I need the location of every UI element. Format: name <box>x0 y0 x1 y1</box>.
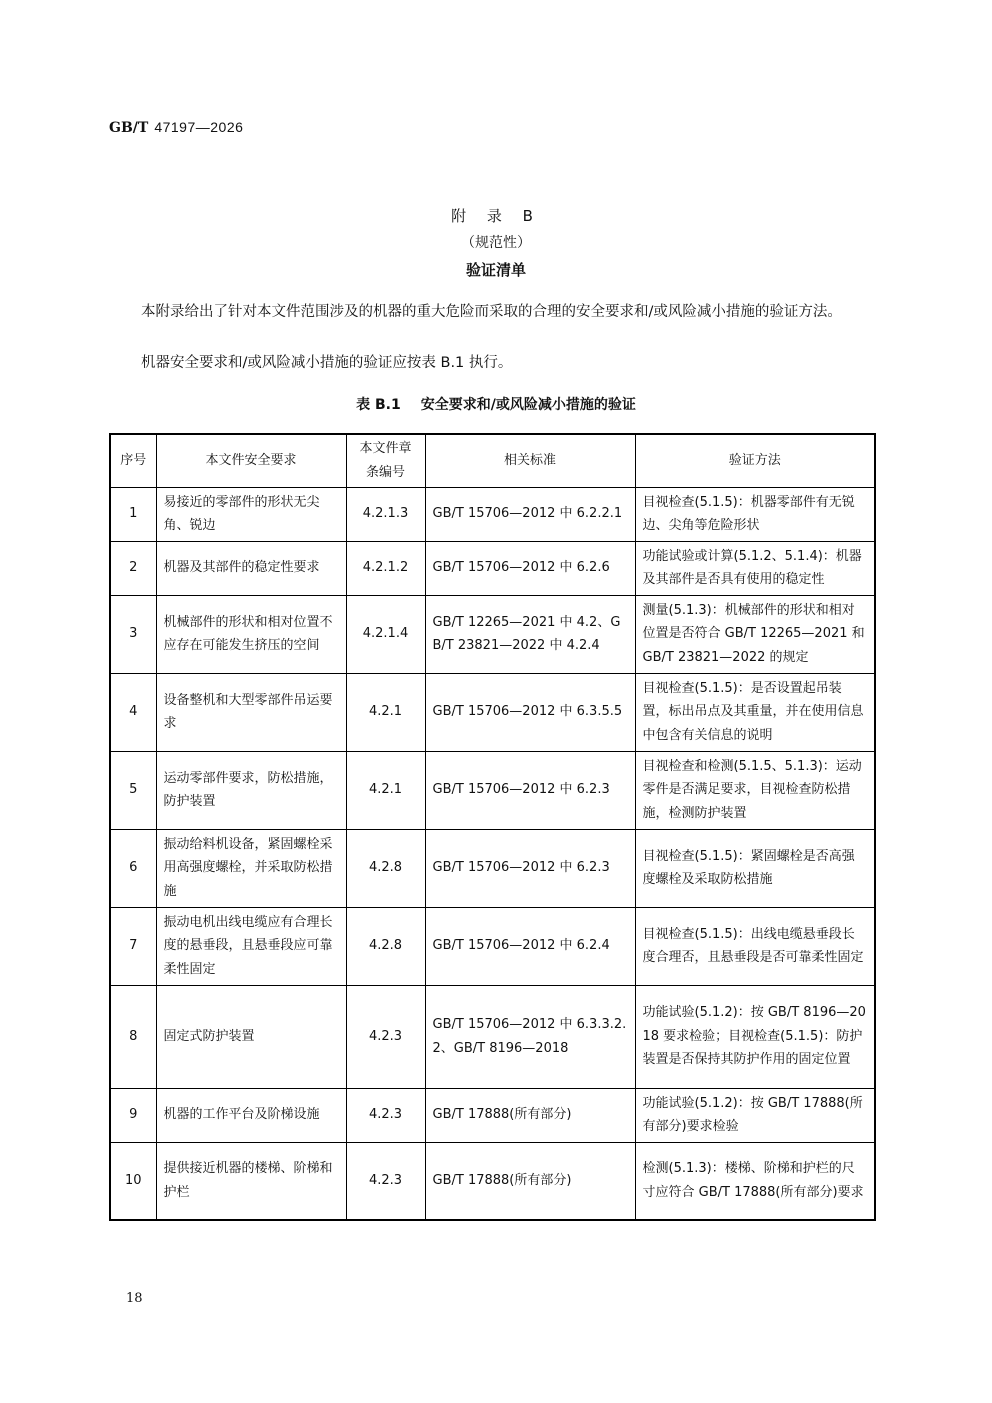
table-row <box>110 673 875 751</box>
cell-no: 10 <box>110 1142 156 1220</box>
instruction-paragraph: 机器安全要求和/或风险减小措施的验证应按表 B.1 执行。 <box>141 355 513 371</box>
cell-requirement: 易接近的零部件的形状无尖角、锐边 <box>156 487 346 541</box>
intro-paragraph: 本附录给出了针对本文件范围涉及的机器的重大危险而采取的合理的安全要求和/或风险减小措施的验证方法。 <box>141 304 842 320</box>
table-row <box>110 1088 875 1142</box>
table-caption-id: 表 B.1 <box>356 397 401 413</box>
cell-section: 4.2.1 <box>346 751 425 829</box>
cell-standard: GB/T 12265—2021 中 4.2、GB/T 23821—2022 中 4.2.4 <box>425 595 635 673</box>
cell-requirement: 振动给料机设备，紧固螺栓采用高强度螺栓，并采取防松措施 <box>156 829 346 907</box>
cell-no: 5 <box>110 751 156 829</box>
cell-no: 1 <box>110 487 156 541</box>
cell-standard: GB/T 17888(所有部分) <box>425 1142 635 1220</box>
cell-requirement: 设备整机和大型零部件吊运要求 <box>156 673 346 751</box>
cell-method: 目视检查和检测(5.1.5、5.1.3)：运动零件是否满足要求，目视检查防松措施，检测防护装置 <box>635 751 875 829</box>
cell-method: 目视检查(5.1.5)：是否设置起吊装置，标出吊点及其重量，并在使用信息中包含有关信息的说明 <box>635 673 875 751</box>
cell-requirement: 运动零部件要求，防松措施，防护装置 <box>156 751 346 829</box>
cell-no: 2 <box>110 541 156 595</box>
cell-standard: GB/T 15706—2012 中 6.2.3 <box>425 829 635 907</box>
table-header-row <box>110 434 875 487</box>
cell-standard: GB/T 15706—2012 中 6.3.5.5 <box>425 673 635 751</box>
cell-no: 6 <box>110 829 156 907</box>
table-row <box>110 595 875 673</box>
cell-standard: GB/T 15706—2012 中 6.2.6 <box>425 541 635 595</box>
cell-requirement: 振动电机出线电缆应有合理长度的悬垂段，且悬垂段应可靠柔性固定 <box>156 907 346 985</box>
appendix-title: 附 录 B <box>451 207 541 225</box>
table-row <box>110 487 875 541</box>
table-row <box>110 829 875 907</box>
cell-standard: GB/T 15706—2012 中 6.2.3 <box>425 751 635 829</box>
cell-method: 目视检查(5.1.5)：紧固螺栓是否高强度螺栓及采取防松措施 <box>635 829 875 907</box>
cell-standard: GB/T 15706—2012 中 6.2.2.1 <box>425 487 635 541</box>
cell-section: 4.2.3 <box>346 1088 425 1142</box>
cell-section: 4.2.1.4 <box>346 595 425 673</box>
table-caption <box>0 394 992 414</box>
cell-method: 目视检查(5.1.5)：机器零部件有无锐边、尖角等危险形状 <box>635 487 875 541</box>
cell-method: 目视检查(5.1.5)：出线电缆悬垂段长度合理否，且悬垂段是否可靠柔性固定 <box>635 907 875 985</box>
cell-section: 4.2.3 <box>346 985 425 1088</box>
header-requirement: 本文件安全要求 <box>156 434 346 487</box>
standard-number: 47197—2026 <box>154 119 244 135</box>
cell-requirement: 提供接近机器的楼梯、阶梯和护栏 <box>156 1142 346 1220</box>
page-number: 18 <box>126 1291 143 1306</box>
cell-method: 功能试验或计算(5.1.2、5.1.4)：机器及其部件是否具有使用的稳定性 <box>635 541 875 595</box>
cell-no: 7 <box>110 907 156 985</box>
cell-requirement: 固定式防护装置 <box>156 985 346 1088</box>
header-standard: 相关标准 <box>425 434 635 487</box>
table-row <box>110 751 875 829</box>
cell-section: 4.2.8 <box>346 829 425 907</box>
cell-section: 4.2.3 <box>346 1142 425 1220</box>
cell-requirement: 机械部件的形状和相对位置不应存在可能发生挤压的空间 <box>156 595 346 673</box>
header-section: 本文件章条编号 <box>346 434 425 487</box>
cell-method: 功能试验(5.1.2)：按 GB/T 17888(所有部分)要求检验 <box>635 1088 875 1142</box>
cell-method: 检测(5.1.3)：楼梯、阶梯和护栏的尺寸应符合 GB/T 17888(所有部分)要求 <box>635 1142 875 1220</box>
cell-standard: GB/T 17888(所有部分) <box>425 1088 635 1142</box>
table-row <box>110 907 875 985</box>
cell-requirement: 机器的工作平台及阶梯设施 <box>156 1088 346 1142</box>
header-no: 序号 <box>110 434 156 487</box>
cell-no: 9 <box>110 1088 156 1142</box>
cell-method: 功能试验(5.1.2)：按 GB/T 8196—2018 要求检验；目视检查(5.1.5)：防护装置是否保持其防护作用的固定位置 <box>635 985 875 1088</box>
table-row <box>110 541 875 595</box>
cell-standard: GB/T 15706—2012 中 6.3.3.2.2、GB/T 8196—2018 <box>425 985 635 1088</box>
cell-no: 4 <box>110 673 156 751</box>
cell-standard: GB/T 15706—2012 中 6.2.4 <box>425 907 635 985</box>
verification-table <box>109 433 876 1221</box>
header-method: 验证方法 <box>635 434 875 487</box>
cell-section: 4.2.1 <box>346 673 425 751</box>
cell-section: 4.2.1.3 <box>346 487 425 541</box>
appendix-name: 验证清单 <box>465 261 526 279</box>
cell-method: 测量(5.1.3)：机械部件的形状和相对位置是否符合 GB/T 12265—2021 和 GB/T 23821—2022 的规定 <box>635 595 875 673</box>
appendix-nature: （规范性） <box>461 235 531 251</box>
standard-prefix: GB/T <box>109 120 149 136</box>
table-caption-text: 安全要求和/或风险减小措施的验证 <box>420 397 636 413</box>
table-row <box>110 1142 875 1220</box>
cell-requirement: 机器及其部件的稳定性要求 <box>156 541 346 595</box>
table-row <box>110 985 875 1088</box>
cell-section: 4.2.1.2 <box>346 541 425 595</box>
standard-code <box>109 119 243 136</box>
cell-no: 8 <box>110 985 156 1088</box>
cell-section: 4.2.8 <box>346 907 425 985</box>
cell-no: 3 <box>110 595 156 673</box>
